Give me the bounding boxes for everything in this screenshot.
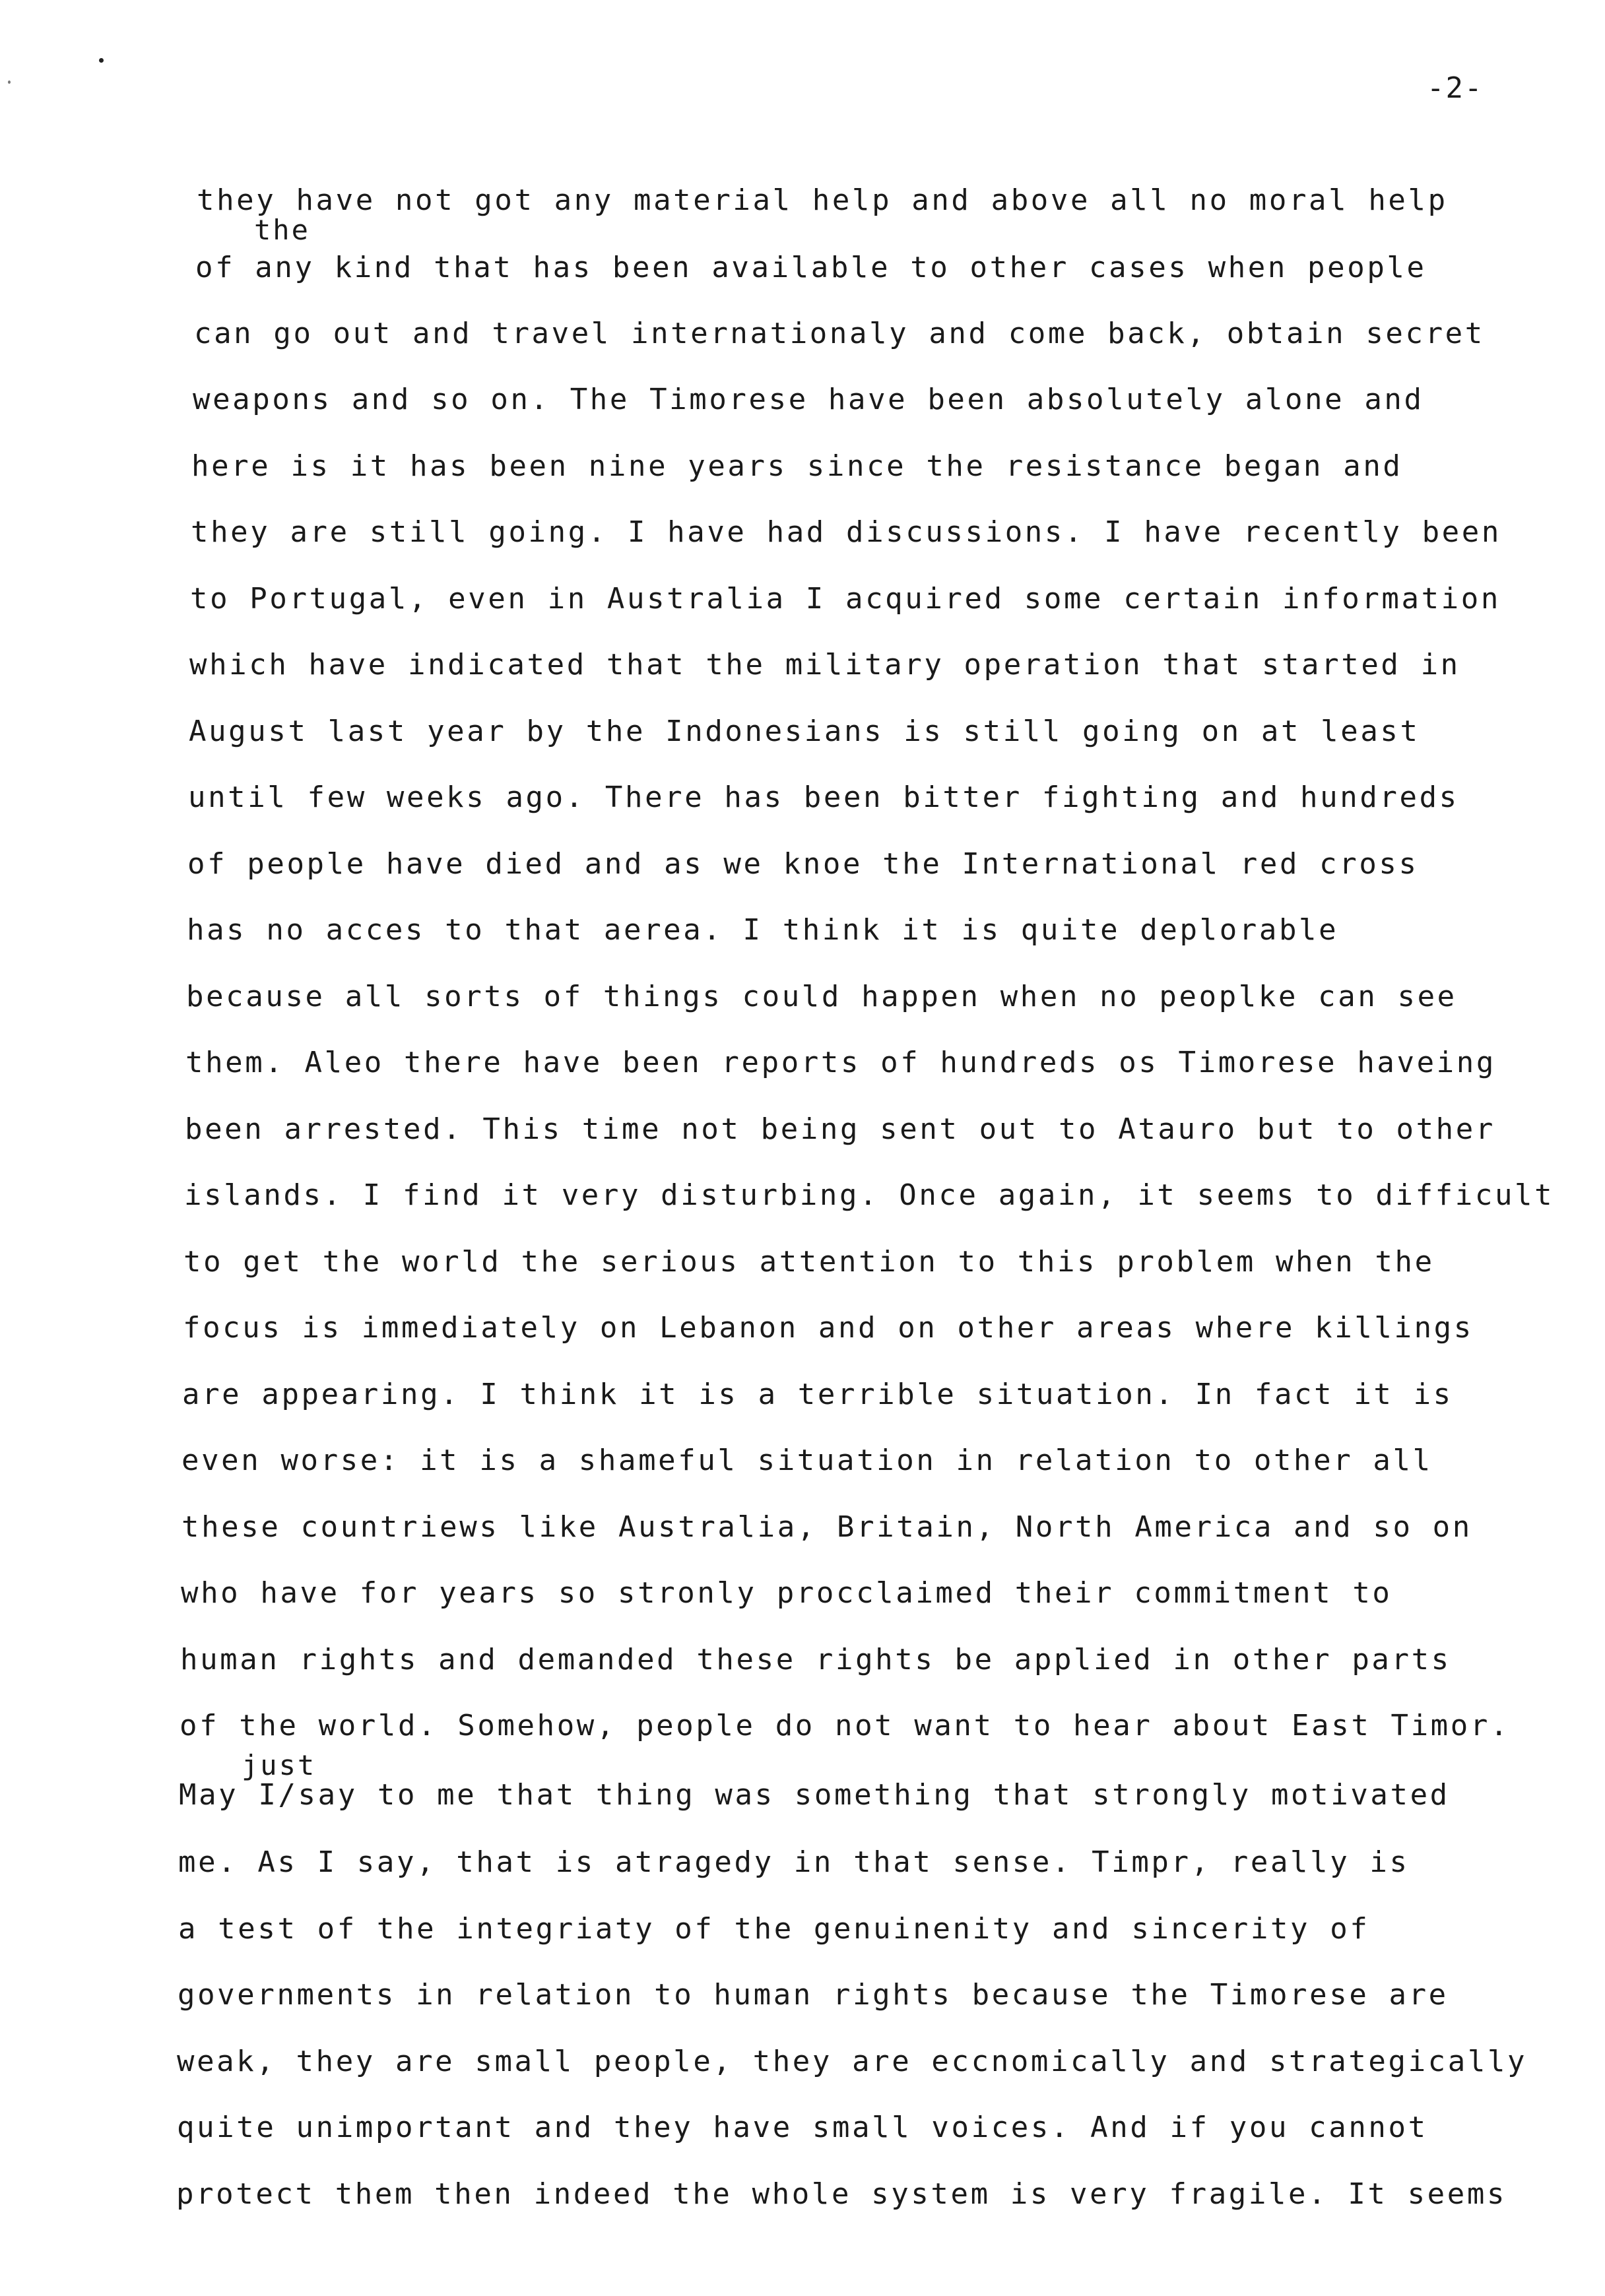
text-line: who have for years so stronly procclaimed their commitment to [181, 1576, 1392, 1610]
text-line: islands. I find it very disturbing. Once again, it seems to difficult [184, 1178, 1555, 1212]
text-line: protect them then indeed the whole system is very fragile. It seems [176, 2177, 1507, 2211]
page-speck-mark [99, 58, 104, 63]
text-line: to Portugal, even in Australia I acquired some certain information [190, 582, 1501, 616]
text-line: until few weeks ago. There has been bitter fighting and hundreds [188, 781, 1459, 814]
text-line: a test of the integriaty of the genuinenity and sincerity of [178, 1912, 1370, 1946]
text-line: weapons and so on. The Timorese have been absolutely alone and [193, 383, 1424, 416]
text-line: focus is immediately on Lebanon and on other areas where killings [183, 1311, 1474, 1345]
text-line: weak, they are small people, they are eccnomically and strategically [177, 2045, 1528, 2078]
page-speck-mark [8, 80, 11, 84]
text-line: to get the world the serious attention to this problem when the [183, 1245, 1435, 1279]
text-line: human rights and demanded these rights be applied in other parts [180, 1643, 1451, 1676]
text-line: these countriews like Australia, Britain, North America and so on [181, 1510, 1472, 1544]
text-line: of the world. Somehow, people do not want to hear about East Timor. [180, 1709, 1511, 1742]
text-line: of people have died and as we knoe the International red cross [187, 847, 1419, 881]
text-line: of any kind that has been available to other cases when people [195, 251, 1427, 284]
insertion-above-line: just [242, 1749, 317, 1781]
text-line: which have indicated that the military operation that started in [189, 648, 1460, 682]
text-line: even worse: it is a shameful situation in relation to other all [181, 1444, 1433, 1477]
text-line: they are still going. I have had discussions. I have recently been [191, 515, 1501, 549]
text-line: me. As I say, that is atragedy in that sense. Timpr, really is [178, 1845, 1410, 1879]
text-line: they have not got any material help and above all no moral help [197, 183, 1448, 217]
text-line: has no acces to that aerea. I think it is quite deplorable [187, 913, 1339, 947]
page-number: -2- [1427, 71, 1484, 105]
text-line: May I/say to me that thing was something that strongly motivated [179, 1778, 1450, 1812]
text-line: here is it has been nine years since the resistance began and [191, 449, 1403, 483]
text-line: August last year by the Indonesians is still going on at least [189, 715, 1420, 748]
text-line: been arrested. This time not being sent out to Atauro but to other [185, 1112, 1495, 1146]
insertion-above-line: the [254, 214, 310, 246]
text-line: can go out and travel internationaly and come back, obtain secret [194, 317, 1485, 350]
text-line: governments in relation to human rights because the Timorese are [178, 1978, 1449, 2012]
text-line: them. Aleo there have been reports of hundreds os Timorese haveing [185, 1046, 1496, 1079]
text-line: because all sorts of things could happen when no peoplke can see [186, 980, 1457, 1013]
text-line: quite unimportant and they have small voices. And if you cannot [177, 2111, 1428, 2144]
text-line: are appearing. I think it is a terrible situation. In fact it is [182, 1378, 1453, 1411]
